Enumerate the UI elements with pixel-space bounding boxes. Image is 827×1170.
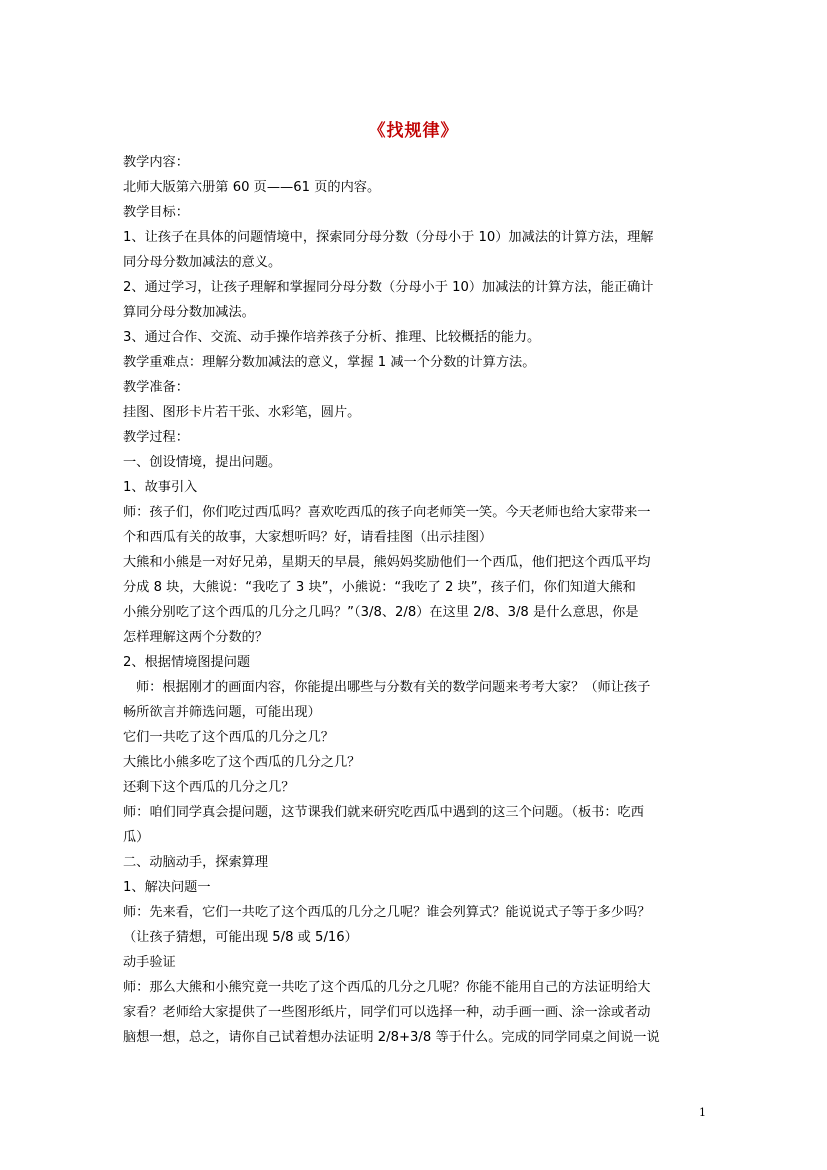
text-line: 还剩下这个西瓜的几分之几？: [123, 780, 295, 795]
text-line: 怎样理解这两个分数的？: [123, 630, 269, 645]
text-line: 二、动脑动手，探索算理: [123, 855, 269, 870]
document-body: [123, 150, 706, 1050]
text-line: 2、根据情境图提问题: [123, 655, 251, 670]
text-line: 脑想一想，总之，请你自己试着想办法证明 2/8+3/8 等于什么。完成的同学同桌之间说一说: [123, 1030, 660, 1045]
text-line: 一、创设情境，提出问题。: [123, 455, 282, 470]
text-line: 大熊和小熊是一对好兄弟，星期天的早晨，熊妈妈奖励他们一个西瓜，他们把这个西瓜平均: [123, 555, 651, 570]
text-line: 小熊分别吃了这个西瓜的几分之几吗？”（3/8、2/8）在这里 2/8、3/8 是什么意思，你是: [123, 605, 639, 620]
text-line: 2、通过学习，让孩子理解和掌握同分母分数（分母小于 10）加减法的计算方法，能正确计: [123, 280, 654, 295]
text-line: 瓜）: [123, 830, 150, 845]
text-line: 1、解决问题一: [123, 880, 211, 895]
text-line: 大熊比小熊多吃了这个西瓜的几分之几？: [123, 755, 361, 770]
text-line: 教学准备：: [123, 380, 189, 395]
text-line: 家看？老师给大家提供了一些图形纸片，同学们可以选择一种，动手画一画、涂一涂或者动: [123, 1005, 651, 1020]
text-line: （让孩子猜想，可能出现 5/8 或 5/16）: [123, 930, 358, 945]
document-title: 《找规律》: [368, 121, 459, 141]
text-line: 师：孩子们，你们吃过西瓜吗？喜欢吃西瓜的孩子向老师笑一笑。今天老师也给大家带来一: [123, 505, 651, 520]
text-line: 教学重难点：理解分数加减法的意义，掌握 1 减一个分数的计算方法。: [123, 355, 536, 370]
text-line: 3、通过合作、交流、动手操作培养孩子分析、推理、比较概括的能力。: [123, 330, 541, 345]
text-line: 算同分母分数加减法。: [123, 305, 255, 320]
text-line: 教学过程：: [123, 430, 189, 445]
text-line: 它们一共吃了这个西瓜的几分之几？: [123, 730, 334, 745]
text-line: 动手验证: [123, 955, 176, 970]
text-line: 分成 8 块，大熊说：“我吃了 3 块”，小熊说：“我吃了 2 块”，孩子们，你们知道大熊和: [123, 580, 636, 595]
page-number: 1: [699, 1106, 706, 1119]
text-line: 教学内容：: [123, 155, 189, 170]
text-line: 挂图、图形卡片若干张、水彩笔，圆片。: [123, 405, 361, 420]
text-line: 1、故事引入: [123, 480, 198, 495]
text-line: 1、让孩子在具体的问题情境中，探索同分母分数（分母小于 10）加减法的计算方法，理解: [123, 230, 654, 245]
text-line: 师：那么大熊和小熊究竟一共吃了这个西瓜的几分之几呢？你能不能用自己的方法证明给大: [123, 980, 651, 995]
text-line: 个和西瓜有关的故事，大家想听吗？好，请看挂图（出示挂图）: [123, 530, 493, 545]
text-line: 师：根据刚才的画面内容，你能提出哪些与分数有关的数学问题来考考大家？（师让孩子: [136, 680, 651, 695]
text-line: 畅所欲言并筛选问题，可能出现）: [123, 705, 321, 720]
text-line: 师：咱们同学真会提问题，这节课我们就来研究吃西瓜中遇到的这三个问题。（板书：吃西: [123, 805, 644, 820]
text-line: 北师大版第六册第 60 页——61 页的内容。: [123, 180, 381, 195]
text-line: 师：先来看，它们一共吃了这个西瓜的几分之几呢？谁会列算式？能说说式子等于多少吗？: [123, 905, 651, 920]
text-line: 同分母分数加减法的意义。: [123, 255, 282, 270]
text-line: 教学目标：: [123, 205, 189, 220]
